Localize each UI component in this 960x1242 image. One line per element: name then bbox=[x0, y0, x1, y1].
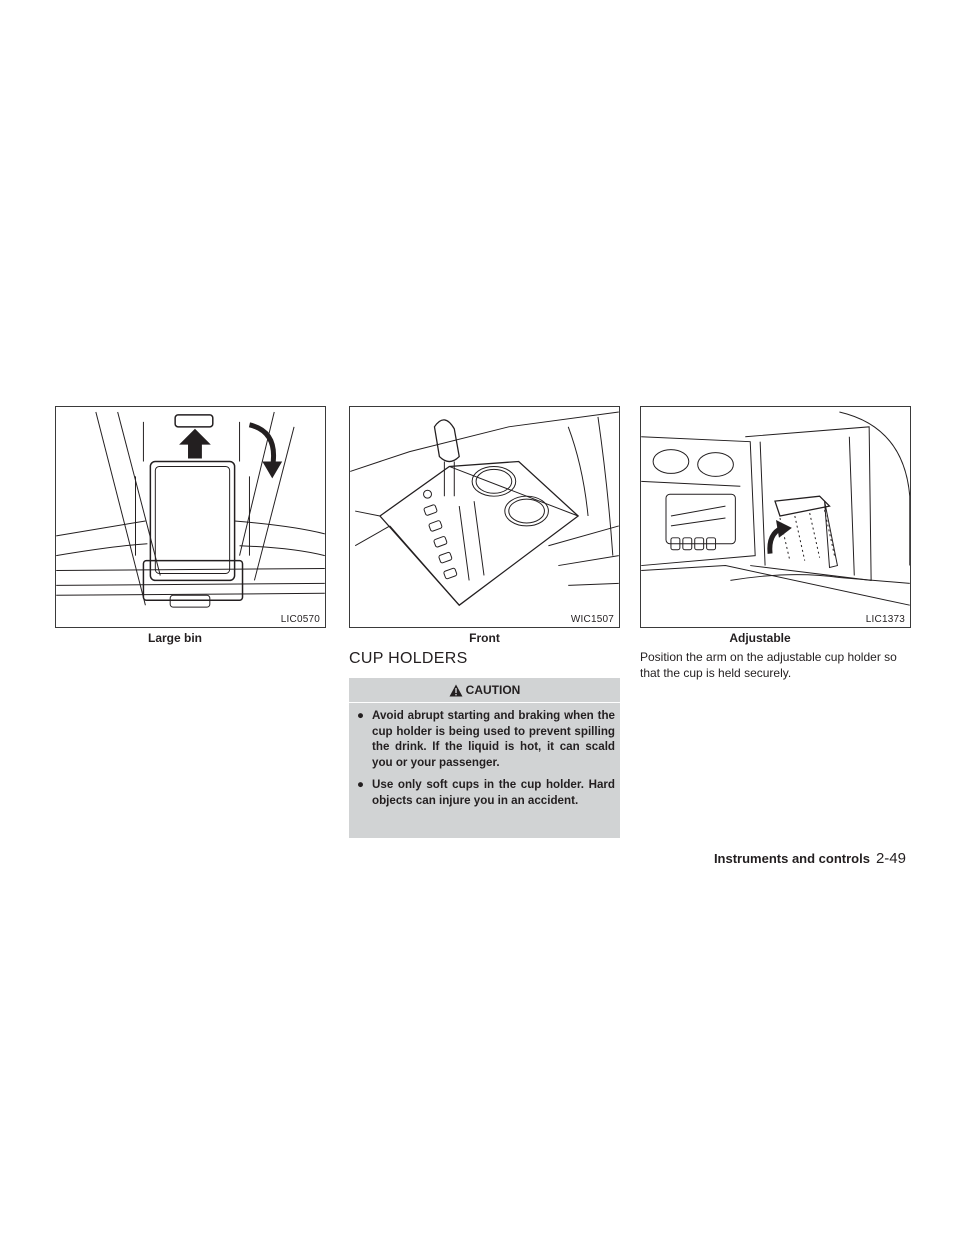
figure-caption: Large bin bbox=[147, 631, 202, 645]
caution-title: CAUTION bbox=[465, 683, 521, 697]
figure-front bbox=[349, 406, 620, 628]
front-cup-holder-illustration bbox=[350, 407, 619, 627]
caution-box bbox=[349, 678, 620, 838]
caution-header bbox=[349, 678, 620, 703]
large-bin-illustration bbox=[56, 407, 325, 627]
figure-caption: Adjustable bbox=[729, 631, 791, 645]
bullet-icon: ● bbox=[357, 778, 365, 791]
caution-item-text: Use only soft cups in the cup holder. Hard objects can injure you in an accident. bbox=[372, 778, 615, 807]
caution-item bbox=[357, 777, 615, 808]
figure-adjustable bbox=[640, 406, 911, 628]
figure-caption: Front bbox=[469, 631, 500, 645]
bullet-icon: ● bbox=[357, 709, 365, 722]
page-number: 2-49 bbox=[875, 850, 906, 867]
caution-list bbox=[357, 708, 615, 815]
figure-code: LIC0570 bbox=[280, 614, 320, 625]
footer-section-title: Instruments and controls bbox=[713, 851, 870, 866]
figure-code: LIC1373 bbox=[865, 614, 905, 625]
adjustable-cup-holder-illustration bbox=[641, 407, 910, 627]
caution-item bbox=[357, 708, 615, 770]
caution-item-text: Avoid abrupt starting and braking when the cup holder is being used to prevent spilling the drink. If the liquid is hot, it can scald you or your passenger. bbox=[372, 709, 615, 769]
warning-triangle-icon bbox=[449, 684, 463, 697]
body-paragraph: Position the arm on the adjustable cup holder so that the cup is held securely. bbox=[640, 650, 897, 680]
figure-large-bin bbox=[55, 406, 326, 628]
page-footer bbox=[714, 850, 906, 867]
section-heading: CUP HOLDERS bbox=[349, 650, 468, 667]
figure-code: WIC1507 bbox=[570, 614, 614, 625]
